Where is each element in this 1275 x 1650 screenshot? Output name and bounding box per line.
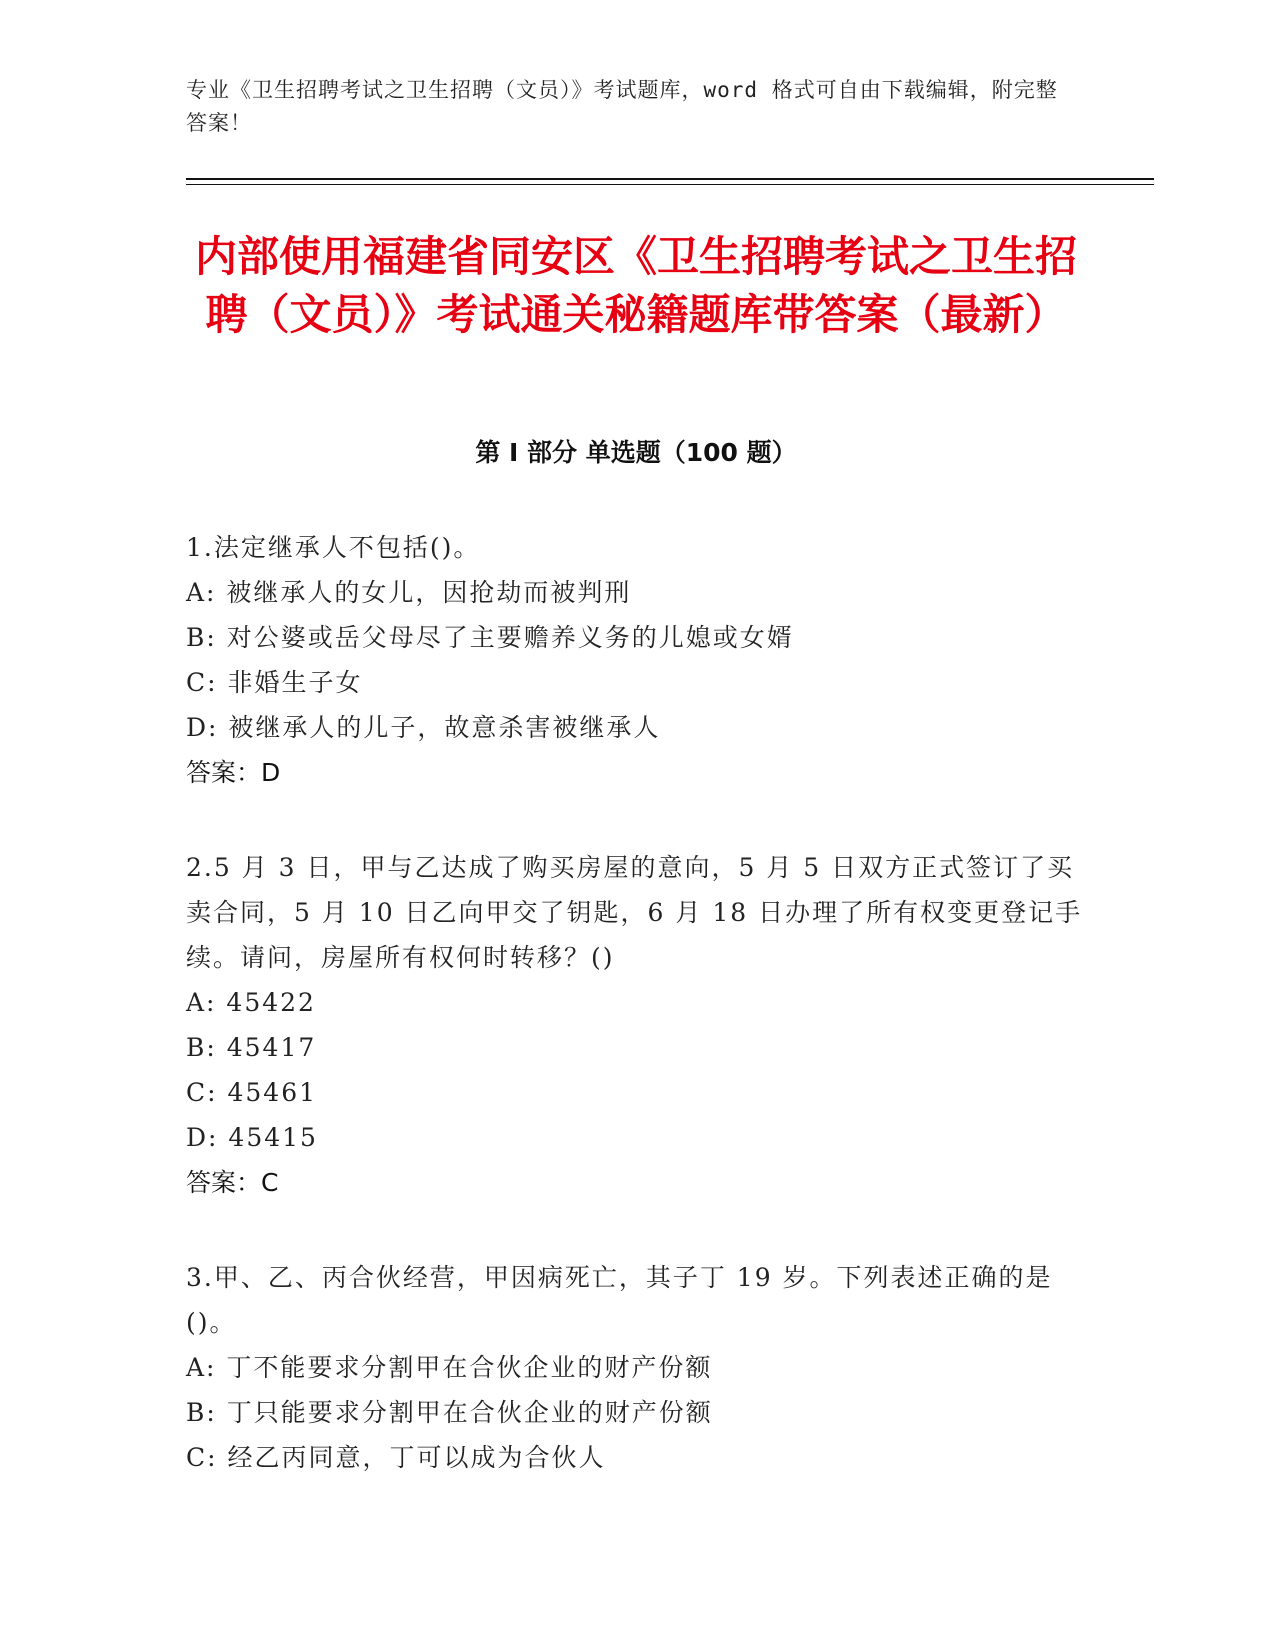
option-c: C: 非婚生子女 [186,668,363,697]
option-c: C: 经乙丙同意，丁可以成为合伙人 [186,1443,606,1472]
option-d: D: 被继承人的儿子，故意杀害被继承人 [186,713,661,742]
option-b: B: 45417 [186,1033,317,1062]
question-stem: 2.5 月 3 日，甲与乙达成了购买房屋的意向，5 月 5 日双方正式签订了买卖合同，5 月 10 日乙向甲交了钥匙，6 月 18 日办理了所有权变更登记手续。请问，房屋所有权何时转移？() [186,853,1083,972]
question-stem: 1.法定继承人不包括()。 [186,533,481,562]
header-divider-thin [186,184,1154,185]
question-stem: 3.甲、乙、丙合伙经营，甲因病死亡，其子丁 19 岁。下列表述正确的是()。 [186,1263,1053,1337]
option-a: A: 丁不能要求分割甲在合伙企业的财产份额 [186,1353,713,1382]
option-b: B: 对公婆或岳父母尽了主要赡养义务的儿媳或女婿 [186,623,794,652]
answer-line: 答案：D [186,758,281,787]
question-3 [186,1255,1086,1480]
section-title: 第 I 部分 单选题（100 题） [475,438,797,467]
question-list [186,525,1086,1530]
option-a: A: 被继承人的女儿，因抢劫而被判刑 [186,578,632,607]
option-d: D: 45415 [186,1123,318,1152]
answer-line: 答案：C [186,1168,279,1197]
header-divider-thick [186,178,1154,180]
document-title: 内部使用福建省同安区《卫生招聘考试之卫生招聘（文员）》考试通关秘籍题库带答案（最新） [194,232,1077,339]
option-a: A: 45422 [186,988,316,1017]
question-2 [186,845,1086,1205]
header-note: 专业《卫生招聘考试之卫生招聘（文员）》考试题库，word 格式可自由下载编辑，附完整答案！ [186,78,1058,135]
option-c: C: 45461 [186,1078,318,1107]
option-b: B: 丁只能要求分割甲在合伙企业的财产份额 [186,1398,713,1427]
question-1 [186,525,1086,795]
